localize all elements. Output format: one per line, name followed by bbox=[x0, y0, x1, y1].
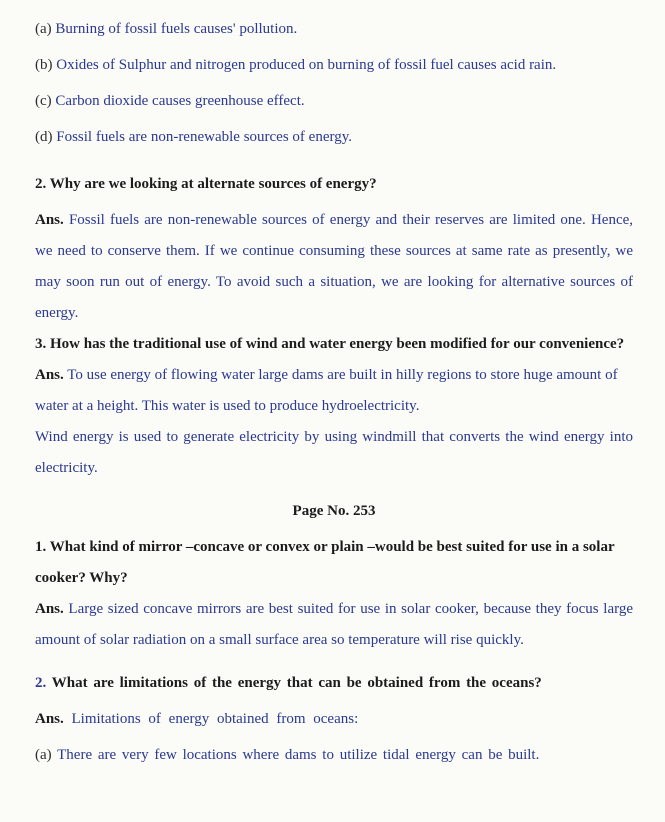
list-item bbox=[35, 122, 633, 153]
answer-label: Ans. bbox=[35, 601, 64, 617]
answer-text: Limitations of energy obtained from oceans: bbox=[71, 711, 359, 727]
list-marker: (b) bbox=[35, 57, 53, 73]
list-marker: (d) bbox=[35, 129, 53, 145]
list-item-text: Fossil fuels are non-renewable sources of energy. bbox=[56, 129, 352, 145]
answer-label: Ans. bbox=[35, 212, 64, 228]
question-1-p253: 1. What kind of mirror –concave or convex or plain –would be best suited for use in a solar cooker? Why? bbox=[35, 539, 615, 586]
answer-text: Large sized concave mirrors are best suited for use in solar cooker, because they focus large amount of solar radiation on a small surface area so temperature will rise quickly. bbox=[35, 601, 633, 648]
answer-2 bbox=[35, 205, 633, 329]
question-3: 3. How has the traditional use of wind and water energy been modified for our convenience? bbox=[35, 336, 625, 352]
list-marker: (a) bbox=[35, 747, 52, 763]
list-item bbox=[35, 50, 633, 81]
answer-label: Ans. bbox=[35, 711, 64, 727]
list-item-text: There are very few locations where dams to utilize tidal energy can be built. bbox=[57, 747, 540, 763]
answer-2-p253 bbox=[35, 704, 633, 735]
answer-label: Ans. bbox=[35, 367, 64, 383]
question-2-p253 bbox=[35, 668, 633, 699]
list-marker: (c) bbox=[35, 93, 52, 109]
page-number-heading: Page No. 253 bbox=[292, 503, 376, 519]
list-item bbox=[35, 740, 633, 771]
list-item bbox=[35, 86, 633, 117]
answer-3 bbox=[35, 360, 633, 422]
question-2: 2. Why are we looking at alternate sources of energy? bbox=[35, 176, 377, 192]
list-item-text: Carbon dioxide causes greenhouse effect. bbox=[55, 93, 305, 109]
list-item-text: Oxides of Sulphur and nitrogen produced on burning of fossil fuel causes acid rain. bbox=[56, 57, 557, 73]
question-number: 2. bbox=[35, 675, 47, 691]
answer-3-wind-paragraph: Wind energy is used to generate electricity by using windmill that converts the wind energy into electricity. bbox=[35, 429, 633, 476]
question-text: What are limitations of the energy that can be obtained from the oceans? bbox=[51, 675, 542, 691]
list-item-text: Burning of fossil fuels causes' pollution. bbox=[55, 21, 298, 37]
list-marker: (a) bbox=[35, 21, 52, 37]
answer-text: Fossil fuels are non-renewable sources of energy and their reserves are limited one. Hence, we need to conserve them. If we continue consuming these sources at same rate as presently, we may soon run out of energy. To avoid such a situation, we are looking for alternative sources of energy. bbox=[35, 212, 634, 321]
answer-1-p253 bbox=[35, 594, 633, 656]
list-item bbox=[35, 14, 633, 45]
answer-text: To use energy of flowing water large dams are built in hilly regions to store huge amount of water at a height. This water is used to produce hydroelectricity. bbox=[35, 367, 618, 414]
